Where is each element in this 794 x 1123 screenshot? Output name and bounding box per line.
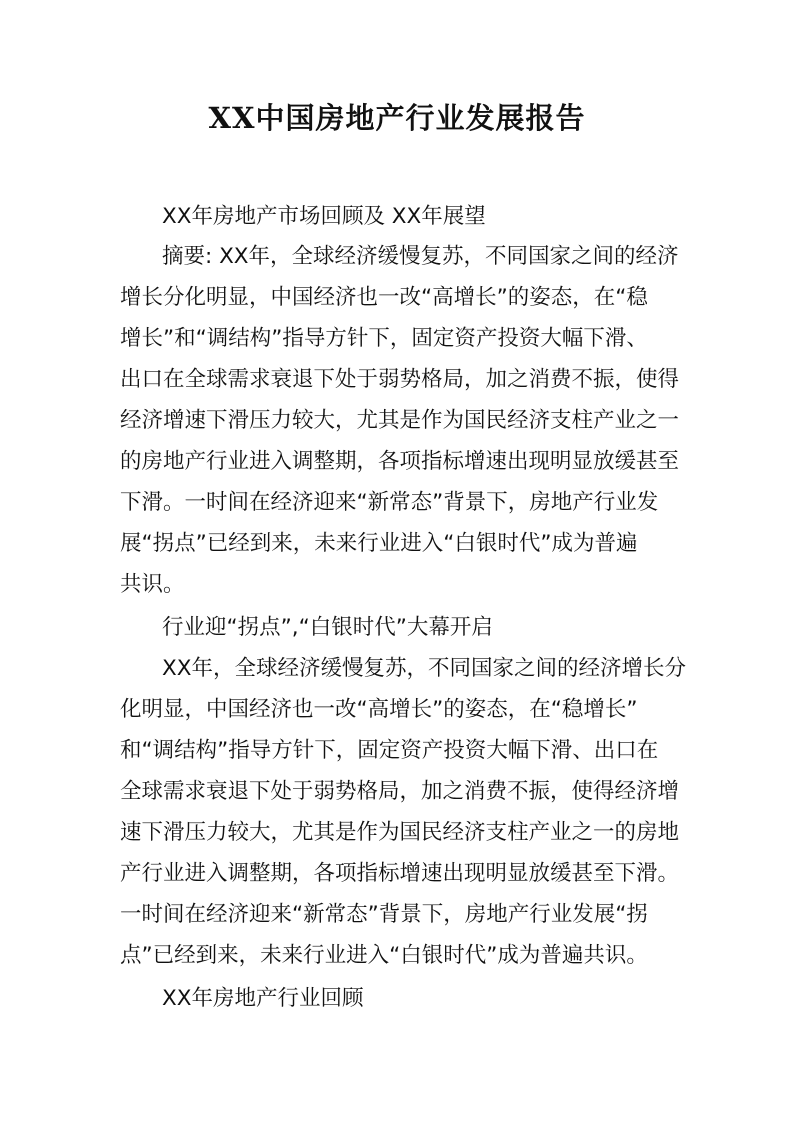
section-heading: XX年房地产行业回顾 — [162, 986, 364, 1011]
abstract-line: 摘要: XX年，全球经济缓慢复苏，不同国家之间的经济 — [162, 244, 679, 269]
paragraph-line: XX年，全球经济缓慢复苏，不同国家之间的经济增长分 — [162, 656, 686, 681]
paragraph-line: 和“调结构”指导方针下，固定资产投资大幅下滑、出口在 — [120, 738, 659, 763]
section-heading: XX年房地产市场回顾及 XX年展望 — [162, 204, 486, 229]
abstract-line: 增长分化明显，中国经济也一改“高增长”的姿态，在“稳 — [120, 285, 648, 310]
paragraph-line: 产行业进入调整期，各项指标增速出现明显放缓甚至下滑。 — [120, 861, 680, 886]
paragraph-line: 速下滑压力较大，尤其是作为国民经济支柱产业之一的房地 — [120, 820, 680, 845]
paragraph-line: 化明显，中国经济也一改“高增长”的姿态，在“稳增长” — [120, 697, 638, 722]
document-title: XX中国房地产行业发展报告 — [208, 101, 586, 135]
section-heading: 行业迎“拐点”,“白银时代”大幕开启 — [162, 615, 493, 640]
paragraph-line: 一时间在经济迎来“新常态”背景下，房地产行业发展“拐 — [120, 902, 648, 927]
abstract-line: 经济增速下滑压力较大，尤其是作为国民经济支柱产业之一 — [120, 408, 680, 433]
abstract-line: 的房地产行业进入调整期，各项指标增速出现明显放缓甚至 — [120, 449, 680, 474]
abstract-line: 增长”和“调结构”指导方针下，固定资产投资大幅下滑、 — [120, 326, 648, 351]
paragraph-line: 点”已经到来，未来行业进入“白银时代”成为普遍共识。 — [120, 943, 648, 968]
abstract-line: 下滑。一时间在经济迎来“新常态”背景下，房地产行业发 — [120, 490, 659, 515]
paragraph-line: 全球需求衰退下处于弱势格局，加之消费不振，使得经济增 — [120, 779, 680, 804]
abstract-line: 展“拐点”已经到来，未来行业进入“白银时代”成为普遍 — [120, 531, 638, 556]
abstract-line: 共识。 — [120, 572, 185, 597]
abstract-line: 出口在全球需求衰退下处于弱势格局，加之消费不振，使得 — [120, 367, 680, 392]
